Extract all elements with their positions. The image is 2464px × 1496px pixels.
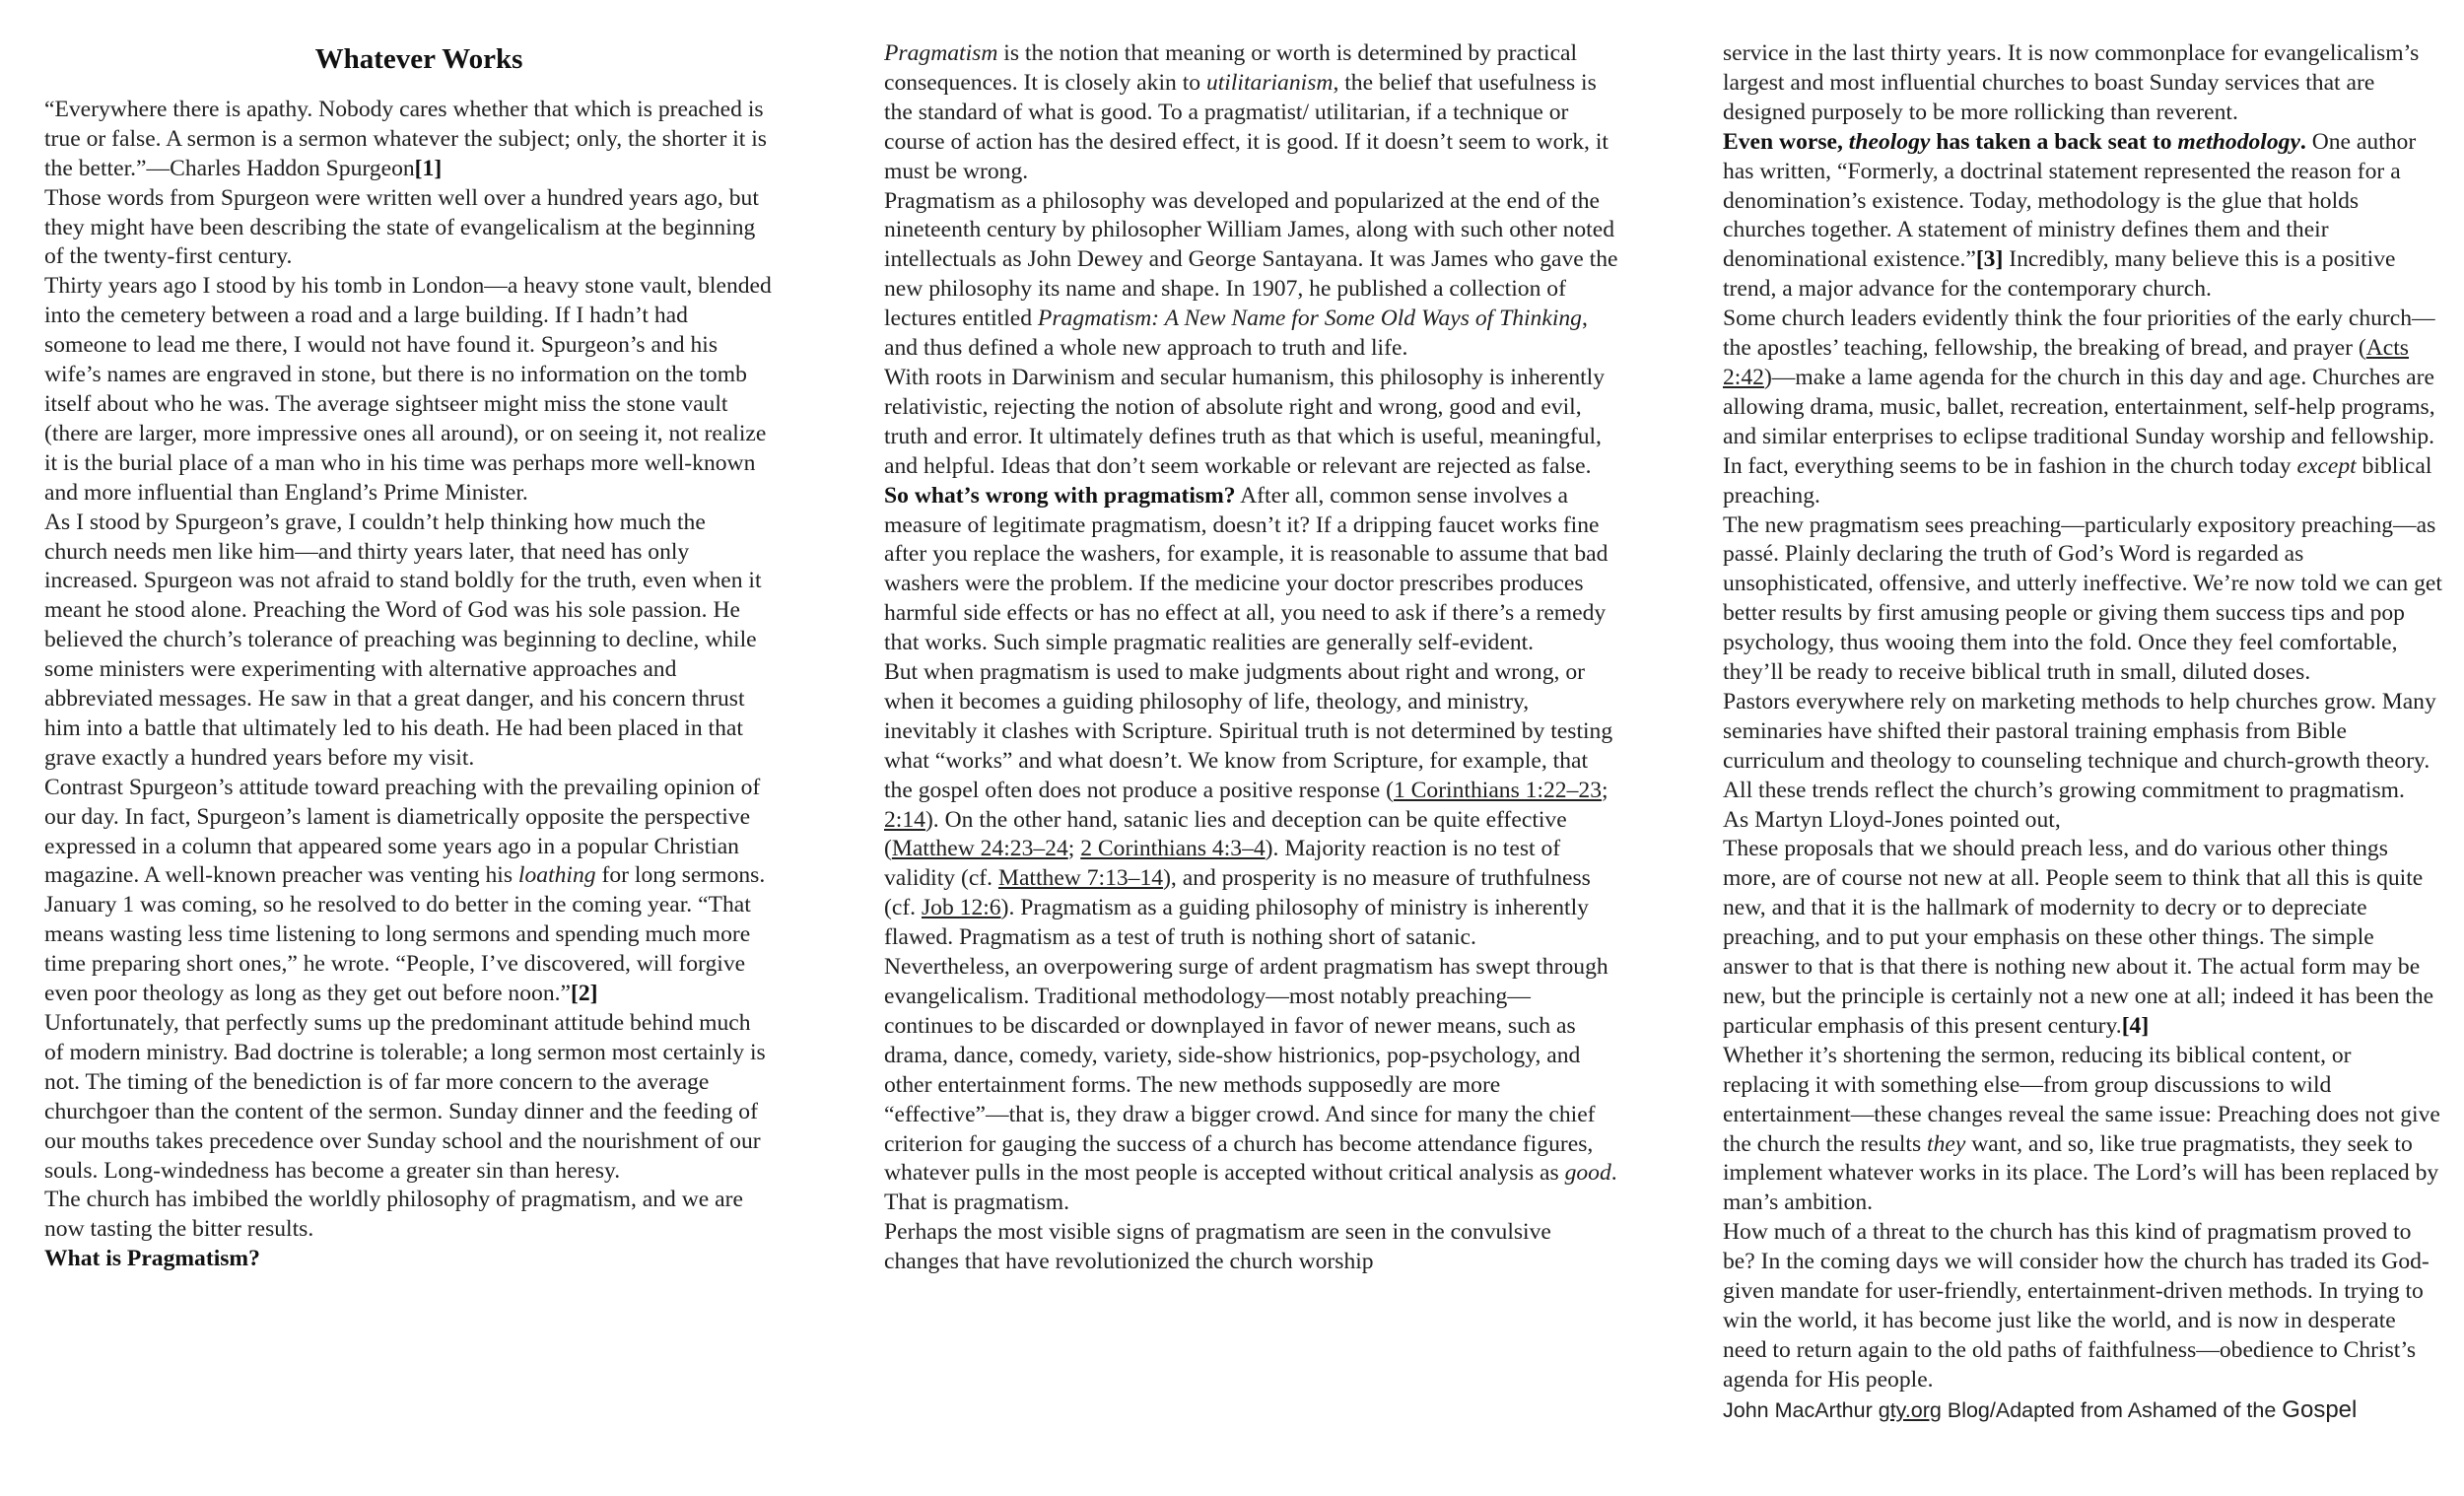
paragraph: The church has imbibed the worldly philosophy of pragmatism, and we are now tasting the bitter results. xyxy=(44,1187,743,1243)
emphasis: Pragmatism xyxy=(884,40,998,66)
text-run: Pragmatism as a philosophy was developed and popularized at the end of the nineteenth century by philosopher William James, along with such other noted intellectuals as John Dewey and George Santayana. It was James who gave the new philosophy its name and shape. In 1907, he published a collection of lectures entitled xyxy=(884,187,1618,332)
scripture-link[interactable]: Matthew 7:13–14 xyxy=(997,865,1164,892)
paragraph: Perhaps the most visible signs of pragmatism are seen in the convulsive changes that have revolutionized the church worship xyxy=(884,1219,1551,1275)
heading-text: What is Pragmatism? xyxy=(44,1246,260,1272)
text-run: Contrast Spurgeon’s attitude toward preaching with the prevailing opinion of our day. In fact, Spurgeon’s lament is diametrically opposite the perspective expressed in a column that appeared some years ago in a popular Christian magazine. A well-known preacher was venting his xyxy=(44,774,761,889)
emphasis: good xyxy=(1564,1160,1611,1187)
credit-author: John MacArthur xyxy=(1723,1397,1879,1422)
paragraph xyxy=(884,39,1618,187)
paragraph: With roots in Darwinism and secular humanism, this philosophy is inherently relativistic, rejecting the notion of absolute right and wrong, good and evil, truth and error. It ultimately defines truth as that which is useful, meaningful, and helpful. Ideas that don’t seem workable or relevant are rejected as false. xyxy=(884,364,1606,479)
opening-quote xyxy=(44,96,774,184)
credit-text: Gospel xyxy=(2282,1395,2358,1423)
credit-text: Blog/Adapted from Ashamed of the xyxy=(1941,1397,2283,1422)
text-run: is the notion that meaning or worth is determined by practical consequences. It is closely akin to xyxy=(884,40,1578,96)
paragraph xyxy=(884,658,1618,953)
paragraph xyxy=(1723,128,2442,305)
scripture-link[interactable]: Job 12:6 xyxy=(921,895,1001,921)
text-run: Nevertheless, an overpowering surge of ardent pragmatism has swept through evangelicalism. Traditional methodology—most notably preaching—continues to be discarded or downplayed in favor of newer means, such as drama, dance, comedy, variety, side-show histrionics, pop-psychology, and other entertainment forms. The new methods supposedly are more “effective”—that is, they draw a bigger crowd. And since for many the chief criterion for gauging the success of a church has become attendance figures, whatever pulls in the most people is accepted without critical analysis as xyxy=(884,954,1608,1187)
scripture-link[interactable]: Acts 2:42 xyxy=(1723,335,2409,390)
text-run: But when pragmatism is used to make judgments about right and wrong, or when it becomes a guiding philosophy of life, theology, and ministry, inevitably it clashes with Scripture. Spiritual truth is not determined by testing what “works” and what doesn’t. We know from Scripture, for example, that the gospel often does not produce a positive response ( xyxy=(884,659,1613,803)
text-run: ), and prosperity is no measure of truthfulness (cf. xyxy=(884,865,1591,921)
bold-lead: So what’s wrong with pragmatism? xyxy=(884,482,1236,509)
text-run: , and thus defined a whole new approach to truth and life. xyxy=(884,306,1588,362)
source-link[interactable]: gty.org xyxy=(1878,1397,1942,1422)
text-run: Incredibly, many believe this is a positive trend, a major advance for the contemporary church. xyxy=(1723,246,2396,303)
paragraph: How much of a threat to the church has this kind of pragmatism proved to be? In the coming days we will consider how the church has traded its God-given mandate for user-friendly, entertainment-driven methods. In trying to win the world, it has become just like the world, and is now in desperate need to return again to the old paths of faithfulness—obedience to Christ’s agenda for His people. xyxy=(1723,1219,2430,1393)
paragraph xyxy=(884,482,1618,658)
bold-lead: has taken a back seat to xyxy=(1930,128,2178,155)
footnote-4[interactable]: [4] xyxy=(2121,1012,2150,1039)
paragraph xyxy=(884,187,1618,364)
emphasis: loathing xyxy=(517,862,596,889)
text-run: One author has written, “Formerly, a doctrinal statement represented the reason for a denomination’s existence. Today, methodology is the glue that holds churches together. A statement of ministry defines them and their denominational existence.” xyxy=(1723,128,2417,273)
paragraph xyxy=(884,953,1618,1218)
bold-emphasis: methodology xyxy=(2177,128,2300,155)
text-run: ). Majority reaction is no test of validity (cf. xyxy=(884,836,1561,892)
text-run: want, and so, like true pragmatists, they seek to implement whatever works in its place. The Lord’s will has been replaced by man’s ambition. xyxy=(1723,1130,2439,1216)
paragraph: service in the last thirty years. It is now commonplace for evangelicalism’s largest and most influential churches to boast Sunday services that are designed purposely to be more rollicking than reverent. xyxy=(1723,40,2420,125)
text-run: )—make a lame agenda for the church in this day and age. Churches are allowing drama, music, ballet, recreation, entertainment, self-help programs, and similar enterprises to eclipse traditional Sunday worship and fellowship. In fact, everything seems to be in fashion in the church today xyxy=(1723,364,2435,479)
text-run: After all, common sense involves a measure of legitimate pragmatism, doesn’t it? If a dripping faucet works fine after you replace the washers, for example, it is reasonable to assume that bad washers were the problem. If the medicine your doctor prescribes produces harmful side effects or has no effect at all, you need to ask if there’s a remedy that works. Such simple pragmatic realities are generally self-evident. xyxy=(884,482,1608,656)
column-2 xyxy=(884,39,1618,1277)
paragraph: Unfortunately, that perfectly sums up the predominant attitude behind much of modern ministry. Bad doctrine is tolerable; a long sermon most certainly is not. The timing of the benediction is of far more concern to the average churchgoer than the content of the sermon. Sunday dinner and the feeding of our mouths takes precedence over Sunday school and the nourishment of our souls. Long-windedness has become a greater sin than heresy. xyxy=(44,1010,766,1184)
bold-lead: . xyxy=(2299,128,2306,155)
bold-lead: Even worse, xyxy=(1723,128,1849,155)
footnote-2[interactable]: [2] xyxy=(571,981,598,1007)
text-run: Whether it’s shortening the sermon, reducing its biblical content, or replacing it with something else—from group discussions to wild entertainment—these changes reveal the same issue: Preaching does not give the church the results xyxy=(1723,1042,2440,1157)
paragraph xyxy=(1723,305,2442,510)
quote-text: “Everywhere there is apathy. Nobody cares whether that which is preached is true or false. A sermon is a sermon whatever the subject; only, the shorter it is the better.”—Charles Haddon Spurgeon xyxy=(44,96,767,181)
text-run: ; xyxy=(1067,836,1081,862)
paragraph xyxy=(44,774,774,1009)
emphasis: utilitarianism xyxy=(1205,69,1334,96)
text-run: , the belief that usefulness is the standard of what is good. To a pragmatist/ utilitarian, if a technique or course of action has the desired effect, it is good. If it doesn’t seem to work, it must be wrong. xyxy=(884,69,1608,184)
paragraph: As I stood by Spurgeon’s grave, I couldn’t help thinking how much the church needs men like him—and thirty years later, that need has only increased. Spurgeon was not afraid to stand boldly for the truth, even when it meant he stood alone. Preaching the Word of God was his sole passion. He believed the church’s tolerance of preaching was beginning to decline, while some ministers were experimenting with alternative approaches and abbreviated messages. He saw in that a great danger, and his concern thrust him into a battle that ultimately led to his death. He had been placed in that grave exactly a hundred years before my visit. xyxy=(44,509,762,771)
scripture-link[interactable]: 2:14 xyxy=(884,806,925,833)
paragraph: Those words from Spurgeon were written well over a hundred years ago, but they might have been describing the state of evangelicalism at the beginning of the twenty-first century. xyxy=(44,184,759,270)
text-run: ; xyxy=(1602,777,1608,803)
footnote-3[interactable]: [3] xyxy=(1975,246,2004,273)
article-title: Whatever Works xyxy=(314,43,523,75)
section-heading xyxy=(44,1245,774,1274)
book-title: Pragmatism: A New Name for Some Old Ways of Thinking xyxy=(1037,306,1582,332)
scripture-link[interactable]: 1 Corinthians 1:22–23 xyxy=(1393,777,1602,803)
quote-text: These proposals that we should preach less, and do various other things more, are of course not new at all. People seem to think that all this is quite new, and that it is the hallmark of modernity to decry or to depreciate preaching, and to put your emphasis on these other things. The simple answer to that is that there is nothing new about it. The actual form may be new, but the principle is certainly not a new one at all; indeed it has been the particular emphasis of this present century. xyxy=(1723,836,2434,1039)
scripture-link[interactable]: 2 Corinthians 4:3–4 xyxy=(1080,836,1266,862)
column-3 xyxy=(1723,39,2442,1425)
text-run: for long sermons. January 1 was coming, so he resolved to do better in the coming year. “That means wasting less time listening to long sermons and spending much more time preparing short ones,” he wrote. “People, I’ve discovered, will forgive even poor theology as long as they get out before noon.” xyxy=(44,862,766,1007)
text-run: Some church leaders evidently think the four priorities of the early church—the apostles’ teaching, fellowship, the breaking of bread, and prayer ( xyxy=(1723,306,2435,362)
text-run: . That is pragmatism. xyxy=(884,1160,1617,1216)
paragraph: As Martyn Lloyd-Jones pointed out, xyxy=(1723,806,2061,833)
paragraph xyxy=(1723,1042,2442,1218)
column-1 xyxy=(44,41,774,1274)
bold-emphasis: theology xyxy=(1848,128,1931,155)
text-run: ). On the other hand, satanic lies and deception can be quite effective ( xyxy=(884,806,1567,862)
text-run: ). Pragmatism as a guiding philosophy of ministry is inherently flawed. Pragmatism as a test of truth is nothing short of satanic. xyxy=(884,895,1589,951)
author-credit xyxy=(1723,1395,2442,1425)
emphasis: except xyxy=(2296,452,2357,479)
footnote-1[interactable]: [1] xyxy=(414,155,443,181)
paragraph: Pastors everywhere rely on marketing methods to help churches grow. Many seminaries have shifted their pastoral training emphasis from Bible curriculum and theology to counseling technique and church-growth theory. All these trends reflect the church’s growing commitment to pragmatism. xyxy=(1723,688,2436,803)
block-quote xyxy=(1723,835,2442,1041)
paragraph: The new pragmatism sees preaching—particularly expository preaching—as passé. Plainly declaring the truth of God’s Word is regarded as unsophisticated, offensive, and utterly ineffective. We’re now told we can get better results by first amusing people or giving them success tips and pop psychology, thus wooing them into the fold. Once they feel comfortable, they’ll be ready to receive biblical truth in small, diluted doses. xyxy=(1723,511,2442,686)
emphasis: they xyxy=(1927,1130,1966,1157)
paragraph: Thirty years ago I stood by his tomb in London—a heavy stone vault, blended into the cemetery between a road and a large building. If I hadn’t had someone to lead me there, I would not have found it. Spurgeon’s and his wife’s names are engraved in stone, but there is no information on the tomb itself about who he was. The average sightseer might miss the stone vault (there are larger, more impressive ones all around), or on seeing it, not realize it is the burial place of a man who in his time was perhaps more well-known and more influential than England’s Prime Minister. xyxy=(44,273,772,506)
text-run: biblical preaching. xyxy=(1723,452,2432,509)
scripture-link[interactable]: Matthew 24:23–24 xyxy=(891,836,1068,862)
